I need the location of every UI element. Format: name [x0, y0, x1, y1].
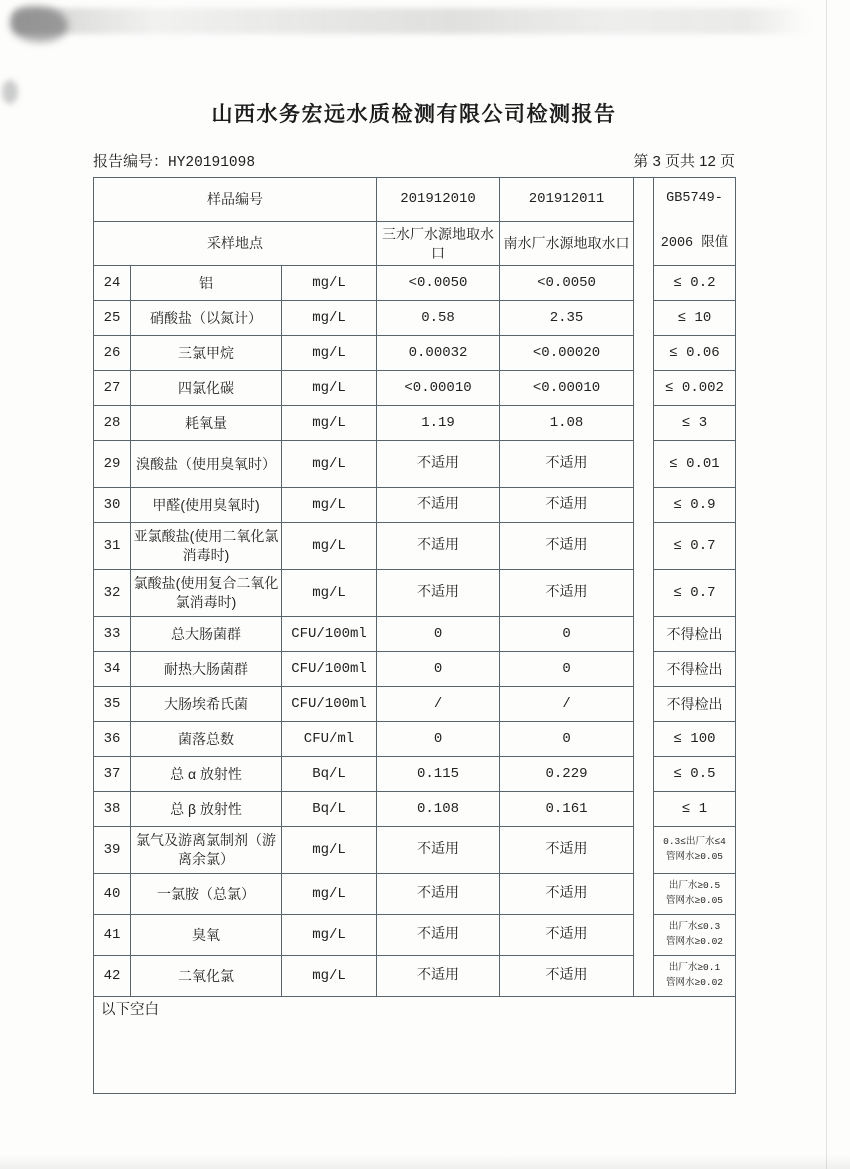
- sample1-id: 201912010: [377, 178, 500, 222]
- sample2-value: 2.35: [500, 301, 634, 336]
- row-number: 30: [94, 488, 131, 523]
- limit-value: ≤ 0.5: [654, 757, 736, 792]
- unit: mg/L: [282, 874, 377, 915]
- unit: mg/L: [282, 915, 377, 956]
- parameter-name: 总 β 放射性: [131, 792, 282, 827]
- row-number: 26: [94, 336, 131, 371]
- parameter-name: 总大肠菌群: [131, 617, 282, 652]
- limit-value: ≤ 0.002: [654, 371, 736, 406]
- sample2-id: 201912011: [500, 178, 634, 222]
- unit: mg/L: [282, 406, 377, 441]
- limit-line2: 管网水≥0.02: [666, 936, 724, 947]
- parameter-name: 四氯化碳: [131, 371, 282, 406]
- row-number: 32: [94, 570, 131, 617]
- limit-header-line1: GB5749-: [666, 191, 723, 207]
- sample2-value: 不适用: [500, 827, 634, 874]
- unit: mg/L: [282, 523, 377, 570]
- limit-line1: 出厂水≥0.5: [668, 880, 721, 892]
- limit-line2: 管网水≥0.05: [666, 851, 724, 862]
- row-number: 33: [94, 617, 131, 652]
- limit-line1: 0.3≤出厂水≤4: [663, 836, 726, 848]
- parameter-name: 总 α 放射性: [131, 757, 282, 792]
- limit-value: 不得检出: [654, 652, 736, 687]
- parameter-name: 甲醛(使用臭氧时): [131, 488, 282, 523]
- limit-column-header: [654, 178, 736, 266]
- end-of-data-row: [94, 997, 736, 1094]
- row-number: 29: [94, 441, 131, 488]
- unit: mg/L: [282, 371, 377, 406]
- sample1-value: 0.00032: [377, 336, 500, 371]
- sample2-value: 不适用: [500, 570, 634, 617]
- scan-artifact-top-band: [12, 8, 810, 34]
- limit-value: ≤ 1: [654, 792, 736, 827]
- sample2-value: 1.08: [500, 406, 634, 441]
- sample1-value: 0: [377, 652, 500, 687]
- limit-value: ≤ 3: [654, 406, 736, 441]
- limit-header-line2: 2006 限值: [660, 235, 729, 251]
- unit: mg/L: [282, 570, 377, 617]
- parameter-name: 氯酸盐(使用复合二氧化氯消毒时): [131, 570, 282, 617]
- limit-value: [654, 874, 736, 915]
- limit-value: ≤ 0.7: [654, 570, 736, 617]
- sample2-value: 0: [500, 652, 634, 687]
- parameter-name: 硝酸盐（以氮计）: [131, 301, 282, 336]
- parameter-name: 二氧化氯: [131, 956, 282, 997]
- sample2-value: 0: [500, 617, 634, 652]
- sample1-value: /: [377, 687, 500, 722]
- limit-value: ≤ 0.01: [654, 441, 736, 488]
- sample2-location: 南水厂水源地取水口: [500, 222, 634, 266]
- limit-value: 不得检出: [654, 687, 736, 722]
- sampling-location-label: 采样地点: [94, 222, 377, 266]
- sample2-value: 不适用: [500, 915, 634, 956]
- sample1-value: 0: [377, 617, 500, 652]
- row-number: 41: [94, 915, 131, 956]
- sample1-value: 1.19: [377, 406, 500, 441]
- row-number: 42: [94, 956, 131, 997]
- report-number-label: 报告编号：: [93, 153, 169, 170]
- sample-id-label: 样品编号: [94, 178, 377, 222]
- parameter-name: 臭氧: [131, 915, 282, 956]
- report-number-value: HY20191098: [168, 155, 256, 171]
- report-number: [93, 150, 255, 171]
- sample1-value: 不适用: [377, 523, 500, 570]
- limit-value: ≤ 100: [654, 722, 736, 757]
- parameter-name: 一氯胺（总氯）: [131, 874, 282, 915]
- parameter-name: 耐热大肠菌群: [131, 652, 282, 687]
- document-content: [93, 98, 735, 1094]
- limit-value: [654, 915, 736, 956]
- sample1-value: 0.58: [377, 301, 500, 336]
- limit-value: ≤ 0.7: [654, 523, 736, 570]
- sample2-value: /: [500, 687, 634, 722]
- unit: CFU/100ml: [282, 687, 377, 722]
- parameter-name: 大肠埃希氏菌: [131, 687, 282, 722]
- limit-value: ≤ 10: [654, 301, 736, 336]
- spacer-column: [634, 178, 654, 997]
- unit: CFU/100ml: [282, 652, 377, 687]
- sample2-value: 不适用: [500, 956, 634, 997]
- unit: mg/L: [282, 336, 377, 371]
- sample2-value: 不适用: [500, 441, 634, 488]
- sample2-value: 0.161: [500, 792, 634, 827]
- sample1-value: <0.00010: [377, 371, 500, 406]
- row-number: 39: [94, 827, 131, 874]
- unit: mg/L: [282, 301, 377, 336]
- sample2-value: 0: [500, 722, 634, 757]
- sample2-value: 不适用: [500, 488, 634, 523]
- sample1-value: 0: [377, 722, 500, 757]
- row-number: 34: [94, 652, 131, 687]
- unit: CFU/ml: [282, 722, 377, 757]
- limit-value: [654, 827, 736, 874]
- unit: Bq/L: [282, 792, 377, 827]
- parameter-name: 亚氯酸盐(使用二氧化氯消毒时): [131, 523, 282, 570]
- parameter-name: 铝: [131, 266, 282, 301]
- sample1-value: 不适用: [377, 874, 500, 915]
- limit-value: ≤ 0.9: [654, 488, 736, 523]
- sample1-value: 0.115: [377, 757, 500, 792]
- end-note: 以下空白: [94, 997, 736, 1094]
- limit-value: ≤ 0.2: [654, 266, 736, 301]
- report-meta-row: [93, 150, 735, 171]
- limit-line1: 出厂水≤0.3: [668, 921, 721, 933]
- sample1-value: <0.0050: [377, 266, 500, 301]
- parameter-name: 耗氧量: [131, 406, 282, 441]
- page-edge-line: [826, 0, 827, 1169]
- unit: Bq/L: [282, 757, 377, 792]
- row-number: 38: [94, 792, 131, 827]
- parameter-name: 三氯甲烷: [131, 336, 282, 371]
- row-number: 36: [94, 722, 131, 757]
- row-number: 27: [94, 371, 131, 406]
- page-indicator: 第 3 页共 12 页: [633, 153, 735, 170]
- sample2-value: 不适用: [500, 874, 634, 915]
- water-quality-results-table: [93, 177, 736, 1094]
- unit: mg/L: [282, 488, 377, 523]
- row-number: 40: [94, 874, 131, 915]
- unit: mg/L: [282, 266, 377, 301]
- unit: mg/L: [282, 441, 377, 488]
- unit: mg/L: [282, 827, 377, 874]
- limit-value: ≤ 0.06: [654, 336, 736, 371]
- sample1-value: 不适用: [377, 570, 500, 617]
- row-number: 31: [94, 523, 131, 570]
- row-number: 28: [94, 406, 131, 441]
- limit-value: [654, 956, 736, 997]
- row-number: 37: [94, 757, 131, 792]
- page-edge-shadow: [0, 1155, 850, 1169]
- sample2-value: <0.00020: [500, 336, 634, 371]
- sample2-value: 0.229: [500, 757, 634, 792]
- row-number: 24: [94, 266, 131, 301]
- scan-artifact-smudge-small: [2, 80, 18, 104]
- sample2-value: 不适用: [500, 523, 634, 570]
- sample1-value: 不适用: [377, 915, 500, 956]
- sample2-value: <0.0050: [500, 266, 634, 301]
- header-row-sample-id: [94, 178, 736, 222]
- parameter-name: 菌落总数: [131, 722, 282, 757]
- scan-artifact-smudge: [10, 6, 68, 42]
- parameter-name: 氯气及游离氯制剂（游离余氯）: [131, 827, 282, 874]
- sample1-value: 不适用: [377, 488, 500, 523]
- sample1-value: 不适用: [377, 441, 500, 488]
- limit-line2: 管网水≥0.05: [666, 895, 724, 906]
- unit: mg/L: [282, 956, 377, 997]
- row-number: 35: [94, 687, 131, 722]
- parameter-name: 溴酸盐（使用臭氧时）: [131, 441, 282, 488]
- unit: CFU/100ml: [282, 617, 377, 652]
- sample1-value: 不适用: [377, 956, 500, 997]
- sample1-location: 三水厂水源地取水口: [377, 222, 500, 266]
- limit-line1: 出厂水≥0.1: [668, 962, 721, 974]
- row-number: 25: [94, 301, 131, 336]
- limit-line2: 管网水≥0.02: [666, 977, 724, 988]
- sample1-value: 不适用: [377, 827, 500, 874]
- sample1-value: 0.108: [377, 792, 500, 827]
- page-title: 山西水务宏远水质检测有限公司检测报告: [211, 103, 617, 126]
- sample2-value: <0.00010: [500, 371, 634, 406]
- limit-value: 不得检出: [654, 617, 736, 652]
